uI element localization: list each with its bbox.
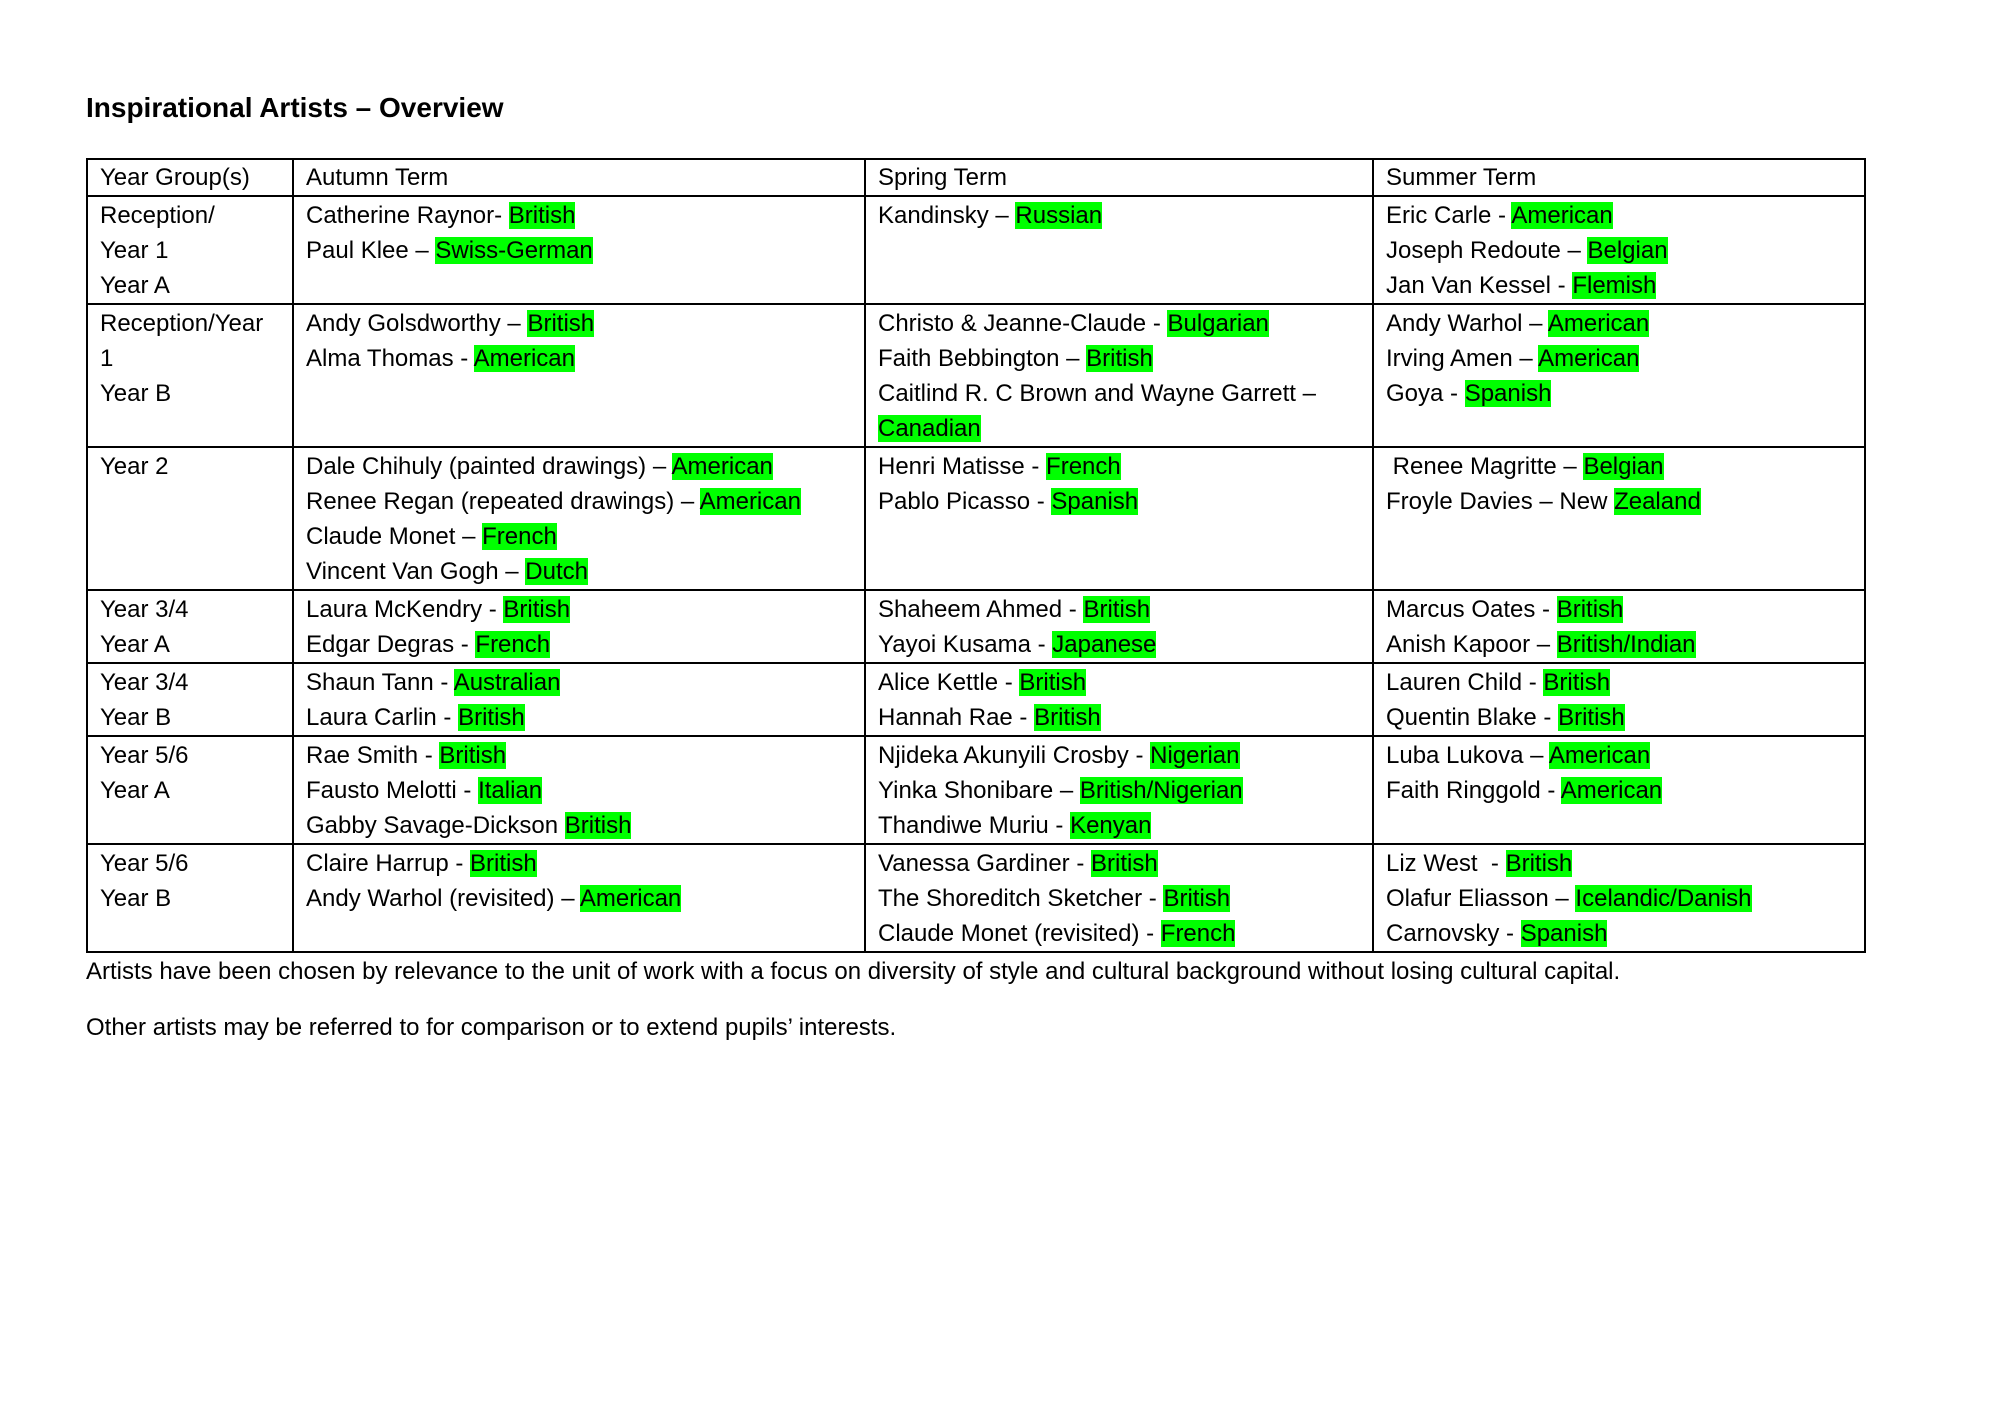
artist-entry <box>306 306 852 341</box>
nationality-highlight: British <box>458 704 525 731</box>
nationality-highlight: British <box>503 596 571 623</box>
artist-name: Alma Thomas - <box>306 345 474 372</box>
artist-entry <box>306 484 852 519</box>
table-row <box>87 196 1865 304</box>
summer-term-cell <box>1373 447 1865 590</box>
table-row <box>87 590 1865 663</box>
header-spring-term: Spring Term <box>865 159 1373 196</box>
table-body <box>87 196 1865 952</box>
artist-name: Paul Klee – <box>306 237 436 264</box>
table-row <box>87 304 1865 447</box>
autumn-term-cell <box>293 447 865 590</box>
document-page <box>86 84 1916 1045</box>
nationality-highlight: British/Indian <box>1556 631 1696 658</box>
year-group-line: Year A <box>100 631 170 658</box>
artist-entry <box>1386 341 1852 376</box>
nationality-highlight: British <box>1558 704 1625 731</box>
autumn-term-cell <box>293 196 865 304</box>
nationality-highlight: British <box>1083 596 1151 623</box>
year-group-cell <box>87 304 293 447</box>
artist-entry <box>878 738 1360 773</box>
artist-name: Liz West - <box>1386 850 1506 877</box>
artist-name: Andy Warhol (revisited) – <box>306 885 580 912</box>
artist-name: Dale Chihuly (painted drawings) – <box>306 453 672 480</box>
artist-entry <box>306 554 852 589</box>
year-group-cell <box>87 736 293 844</box>
table-header-row <box>87 159 1865 196</box>
artist-entry <box>1386 773 1852 808</box>
artist-name: Shaun Tann - <box>306 669 454 696</box>
artist-name: Andy Warhol – <box>1386 310 1548 337</box>
artist-entry <box>878 484 1360 519</box>
artist-entry <box>306 665 852 700</box>
artist-name: Hannah Rae - <box>878 704 1035 731</box>
artist-name: Henri Matisse - <box>878 453 1047 480</box>
artist-name: Njideka Akunyili Crosby - <box>878 742 1151 769</box>
year-group-line: Year 5/6 <box>100 742 189 769</box>
nationality-highlight: American <box>699 488 801 515</box>
artist-entry <box>1386 449 1852 484</box>
artist-name: Claire Harrup - <box>306 850 471 877</box>
summer-term-cell <box>1373 844 1865 952</box>
artist-name: Carnovsky - <box>1386 920 1521 947</box>
autumn-term-cell <box>293 736 865 844</box>
nationality-highlight: British <box>1505 850 1573 877</box>
artist-name: Luba Lukova – <box>1386 742 1549 769</box>
year-group-line: 1 <box>100 345 114 372</box>
year-group-line: Year 1 <box>100 237 169 264</box>
nationality-highlight: Spanish <box>1051 488 1139 515</box>
artist-name: Caitlind R. C Brown and Wayne Garrett – <box>878 380 1316 407</box>
year-group-cell <box>87 196 293 304</box>
artist-name: Gabby Savage-Dickson <box>306 812 565 839</box>
header-autumn-term: Autumn Term <box>293 159 865 196</box>
artist-entry <box>306 808 852 843</box>
year-group-line: Reception/ <box>100 202 215 229</box>
year-group-line: Year 3/4 <box>100 596 189 623</box>
nationality-highlight: Canadian <box>878 415 981 442</box>
artist-name: Pablo Picasso - <box>878 488 1052 515</box>
table-row <box>87 844 1865 952</box>
nationality-highlight: Australian <box>453 669 561 696</box>
artist-entry <box>878 449 1360 484</box>
artist-name: Olafur Eliasson – <box>1386 885 1576 912</box>
artist-entry <box>1386 198 1852 233</box>
nationality-highlight: Kenyan <box>1070 812 1152 839</box>
year-group-line: Year A <box>100 272 170 299</box>
year-group-cell <box>87 844 293 952</box>
nationality-highlight: Swiss-German <box>435 237 593 264</box>
artist-name: Laura McKendry - <box>306 596 504 623</box>
nationality-highlight: British <box>1543 669 1611 696</box>
nationality-highlight: American <box>1511 202 1613 229</box>
artist-name: Renee Regan (repeated drawings) – <box>306 488 700 515</box>
artist-entry <box>1386 484 1852 519</box>
summer-term-cell <box>1373 304 1865 447</box>
nationality-highlight: American <box>579 885 682 912</box>
artist-entry <box>1386 627 1852 662</box>
year-group-cell <box>87 663 293 736</box>
table-row <box>87 447 1865 590</box>
artist-entry <box>878 341 1360 376</box>
nationality-highlight: American <box>1560 777 1663 804</box>
year-group-line: Year B <box>100 885 172 912</box>
year-group-cell <box>87 447 293 590</box>
year-group-line: Year A <box>100 777 170 804</box>
artist-entry <box>878 846 1360 881</box>
year-group-line: Year 2 <box>100 453 169 480</box>
summer-term-cell <box>1373 196 1865 304</box>
spring-term-cell <box>865 844 1373 952</box>
artist-name: Andy Golsdworthy – <box>306 310 528 337</box>
artist-entry <box>1386 306 1852 341</box>
year-group-line: Year 3/4 <box>100 669 189 696</box>
artist-entry <box>306 233 852 268</box>
artist-entry <box>306 519 852 554</box>
table-row <box>87 663 1865 736</box>
artist-name: The Shoreditch Sketcher - <box>878 885 1164 912</box>
nationality-highlight: Belgian <box>1587 237 1668 264</box>
artist-entry <box>878 773 1360 808</box>
nationality-highlight: British <box>1163 885 1231 912</box>
artist-name: Shaheem Ahmed - <box>878 596 1084 623</box>
artist-entry <box>878 665 1360 700</box>
autumn-term-cell <box>293 663 865 736</box>
artist-name: Christo & Jeanne-Claude - <box>878 310 1168 337</box>
spring-term-cell <box>865 304 1373 447</box>
artist-name: Goya - <box>1386 380 1465 407</box>
artist-entry <box>878 627 1360 662</box>
artist-entry <box>306 881 852 916</box>
artist-entry <box>878 592 1360 627</box>
artist-name: Renee Magritte – <box>1386 453 1584 480</box>
nationality-highlight: British <box>527 310 595 337</box>
nationality-highlight: British <box>1086 345 1153 372</box>
artist-name: Faith Bebbington – <box>878 345 1087 372</box>
artist-entry <box>878 198 1360 233</box>
artist-entry <box>306 341 852 376</box>
nationality-highlight: Russian <box>1015 202 1103 229</box>
artist-entry <box>1386 846 1852 881</box>
artist-entry <box>306 700 852 735</box>
artist-name: Yinka Shonibare – <box>878 777 1080 804</box>
nationality-highlight: American <box>671 453 773 480</box>
autumn-term-cell <box>293 590 865 663</box>
nationality-highlight: British <box>1091 850 1158 877</box>
nationality-highlight: Dutch <box>525 558 588 585</box>
artist-entry <box>878 881 1360 916</box>
artist-name: Jan Van Kessel - <box>1386 272 1573 299</box>
artist-name: Thandiwe Muriu - <box>878 812 1071 839</box>
artist-name: Claude Monet (revisited) - <box>878 920 1161 947</box>
nationality-highlight: British <box>439 742 507 769</box>
nationality-highlight: British <box>1556 596 1624 623</box>
header-year-groups: Year Group(s) <box>87 159 293 196</box>
artist-name: Anish Kapoor – <box>1386 631 1557 658</box>
artist-entry <box>1386 376 1852 411</box>
artist-name: Kandinsky – <box>878 202 1016 229</box>
artist-entry <box>1386 233 1852 268</box>
artist-entry <box>878 808 1360 843</box>
artist-entry <box>1386 916 1852 951</box>
artist-name: Quentin Blake - <box>1386 704 1559 731</box>
artist-entry <box>1386 881 1852 916</box>
spring-term-cell <box>865 663 1373 736</box>
artist-name: Claude Monet – <box>306 523 483 550</box>
nationality-highlight: Nigerian <box>1150 742 1240 769</box>
nationality-highlight: Zealand <box>1614 488 1701 515</box>
nationality-highlight: Flemish <box>1572 272 1657 299</box>
nationality-highlight: British <box>470 850 537 877</box>
artist-name: Eric Carle - <box>1386 202 1512 229</box>
autumn-term-cell <box>293 844 865 952</box>
artist-name: Catherine Raynor- <box>306 202 509 229</box>
artist-entry <box>306 449 852 484</box>
nationality-highlight: Japanese <box>1052 631 1157 658</box>
artist-entry <box>1386 592 1852 627</box>
nationality-highlight: Italian <box>478 777 543 804</box>
nationality-highlight: Spanish <box>1464 380 1552 407</box>
year-group-cell <box>87 590 293 663</box>
artist-entry <box>1386 700 1852 735</box>
nationality-highlight: American <box>1538 345 1640 372</box>
artist-name: Marcus Oates - <box>1386 596 1557 623</box>
nationality-highlight: Icelandic/Danish <box>1575 885 1752 912</box>
artist-name: Rae Smith - <box>306 742 440 769</box>
nationality-highlight: British <box>1019 669 1087 696</box>
year-group-line: Year 5/6 <box>100 850 189 877</box>
artist-name: Edgar Degras - <box>306 631 476 658</box>
artist-entry <box>306 198 852 233</box>
nationality-highlight: French <box>1160 920 1236 947</box>
year-group-line: Reception/Year <box>100 310 264 337</box>
header-summer-term: Summer Term <box>1373 159 1865 196</box>
nationality-highlight: British <box>508 202 576 229</box>
spring-term-cell <box>865 196 1373 304</box>
artists-table <box>86 158 1866 953</box>
year-group-line: Year B <box>100 380 172 407</box>
summer-term-cell <box>1373 590 1865 663</box>
spring-term-cell <box>865 736 1373 844</box>
artist-name: Joseph Redoute – <box>1386 237 1588 264</box>
summer-term-cell <box>1373 736 1865 844</box>
nationality-highlight: American <box>473 345 575 372</box>
summer-term-cell <box>1373 663 1865 736</box>
artist-entry <box>878 411 1360 446</box>
artist-entry <box>878 916 1360 951</box>
note-other-artists: Other artists may be referred to for comparison or to extend pupils’ interests. <box>86 1014 897 1041</box>
nationality-highlight: American <box>1548 742 1651 769</box>
nationality-highlight: French <box>475 631 551 658</box>
artist-name: Yayoi Kusama - <box>878 631 1053 658</box>
nationality-highlight: American <box>1547 310 1650 337</box>
artist-name: Fausto Melotti - <box>306 777 479 804</box>
artist-name: Vanessa Gardiner - <box>878 850 1091 877</box>
artist-entry <box>306 592 852 627</box>
nationality-highlight: Bulgarian <box>1167 310 1269 337</box>
artist-entry <box>1386 738 1852 773</box>
artist-entry <box>878 700 1360 735</box>
note-selection: Artists have been chosen by relevance to the unit of work with a focus on diversity of style and cultural background without losing cultural capital. <box>86 958 1621 985</box>
artist-entry <box>878 306 1360 341</box>
nationality-highlight: British <box>564 812 632 839</box>
nationality-highlight: Belgian <box>1583 453 1664 480</box>
nationality-highlight: Spanish <box>1520 920 1608 947</box>
artist-name: Laura Carlin - <box>306 704 459 731</box>
artist-entry <box>1386 268 1852 303</box>
nationality-highlight: British <box>1034 704 1101 731</box>
artist-entry <box>306 738 852 773</box>
artist-name: Froyle Davies – New <box>1386 488 1615 515</box>
spring-term-cell <box>865 590 1373 663</box>
artist-name: Irving Amen – <box>1386 345 1539 372</box>
spring-term-cell <box>865 447 1373 590</box>
nationality-highlight: British/Nigerian <box>1079 777 1243 804</box>
artist-name: Lauren Child - <box>1386 669 1544 696</box>
year-group-line: Year B <box>100 704 172 731</box>
table-row <box>87 736 1865 844</box>
artist-entry <box>878 376 1360 411</box>
artist-name: Faith Ringgold - <box>1386 777 1561 804</box>
artist-name: Alice Kettle - <box>878 669 1020 696</box>
artist-entry <box>1386 665 1852 700</box>
artist-entry <box>306 773 852 808</box>
artist-entry <box>306 846 852 881</box>
artist-entry <box>306 627 852 662</box>
nationality-highlight: French <box>1046 453 1121 480</box>
page-title: Inspirational Artists – Overview <box>86 92 504 123</box>
nationality-highlight: French <box>482 523 557 550</box>
autumn-term-cell <box>293 304 865 447</box>
artist-name: Vincent Van Gogh – <box>306 558 526 585</box>
